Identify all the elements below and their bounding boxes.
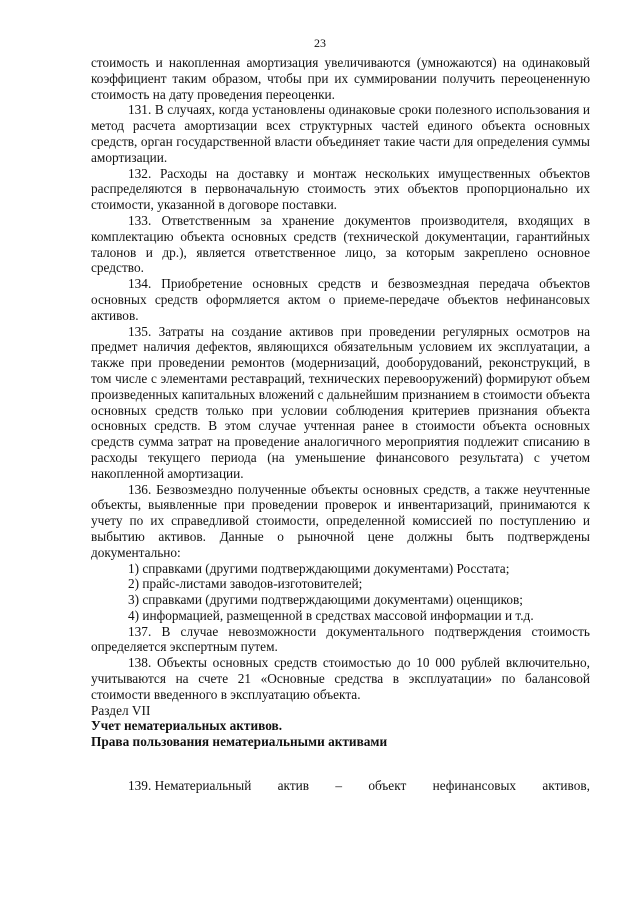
paragraph-133: 133. Ответственным за хранение документов производителя, входящих в комплектацию объекта основных средств (технической документации, гарантийных талонов и др.), является ответственное лицо, за которым закреплено основное средство. (91, 212, 590, 276)
word: актив (277, 778, 310, 794)
paragraph-135: 135. Затраты на создание активов при проведении регулярных осмотров на предмет наличия дефектов, являющихся обязательным условием их эксплуатации, а также при проведении ремонтов (модернизаций, дооборудований, реконструкций, в том числе с элементами реставраций, технических перевооружений) формируют объем произведенных капитальных вложений с дальнейшим признанием в стоимости объекта основных средств только при условии соблюдения критериев признания объекта основных средств. В этом случае учтенная ранее в стоимости объекта основных средств сумма затрат на проведение аналогичного мероприятия подлежит списанию в расходы текущего периода (на уменьшение финансового результата) с учетом накопленной амортизации. (91, 323, 590, 481)
page-number: 23 (314, 36, 326, 50)
list-item-1: 1) справками (другими подтверждающими документами) Росстата; (128, 560, 510, 576)
section-label: Раздел VII (91, 702, 151, 718)
paragraph-136: 136. Безвозмездно полученные объекты основных средств, а также неучтенные объекты, выявленные при проведении проверок и инвентаризаций, принимаются к учету по их справедливой стоимости, определенной комиссией по поступлению и выбытию активов. Данные о рыночной цене должны быть подтверждены документально: (91, 481, 590, 560)
paragraph-131: 131. В случаях, когда установлены одинаковые сроки полезного использования и метод расчета амортизации всех структурных частей единого объекта основных средств, орган государственной власти объединяет такие части для определения суммы амортизации. (91, 102, 590, 165)
word: объект (368, 778, 407, 794)
word: активов, (542, 778, 590, 794)
word: нефинансовых (432, 778, 517, 794)
section-title-line-1: Учет нематериальных активов. (91, 718, 283, 734)
list-item-4: 4) информацией, размещенной в средствах массовой информации и т.д. (128, 607, 534, 623)
paragraph-139-first-line (91, 778, 590, 794)
list-item-2: 2) прайс-листами заводов-изготовителей; (128, 576, 363, 592)
paragraph-132: 132. Расходы на доставку и монтаж нескольких имущественных объектов распределяются в первоначальную стоимость этих объектов пропорционально их стоимости, указанной в договоре поставки. (91, 165, 590, 213)
paragraph-134: 134. Приобретение основных средств и безвозмездная передача объектов основных средств оформляется актом о приеме-передаче объектов нефинансовых активов. (91, 276, 590, 323)
word: – (335, 778, 343, 794)
list-item-3: 3) справками (другими подтверждающими документами) оценщиков; (128, 592, 523, 608)
document-body (91, 55, 590, 794)
paragraph-137: 137. В случае невозможности документального подтверждения стоимость определяется экспертным путем. (91, 623, 590, 655)
paragraph-138: 138. Объекты основных средств стоимостью до 10 000 рублей включительно, учитываются на счете 21 «Основные средства в эксплуатации» по балансовой стоимости введенного в эксплуатацию объекта. (91, 655, 590, 702)
paragraph-continuation: стоимость и накопленная амортизация увеличиваются (умножаются) на одинаковый коэффициент таким образом, чтобы при их суммировании получить переоцененную стоимость на дату проведения переоценки. (91, 55, 590, 102)
section-title-line-2: Права пользования нематериальными активами (91, 734, 388, 750)
word: 139. Нематериальный (128, 778, 252, 794)
